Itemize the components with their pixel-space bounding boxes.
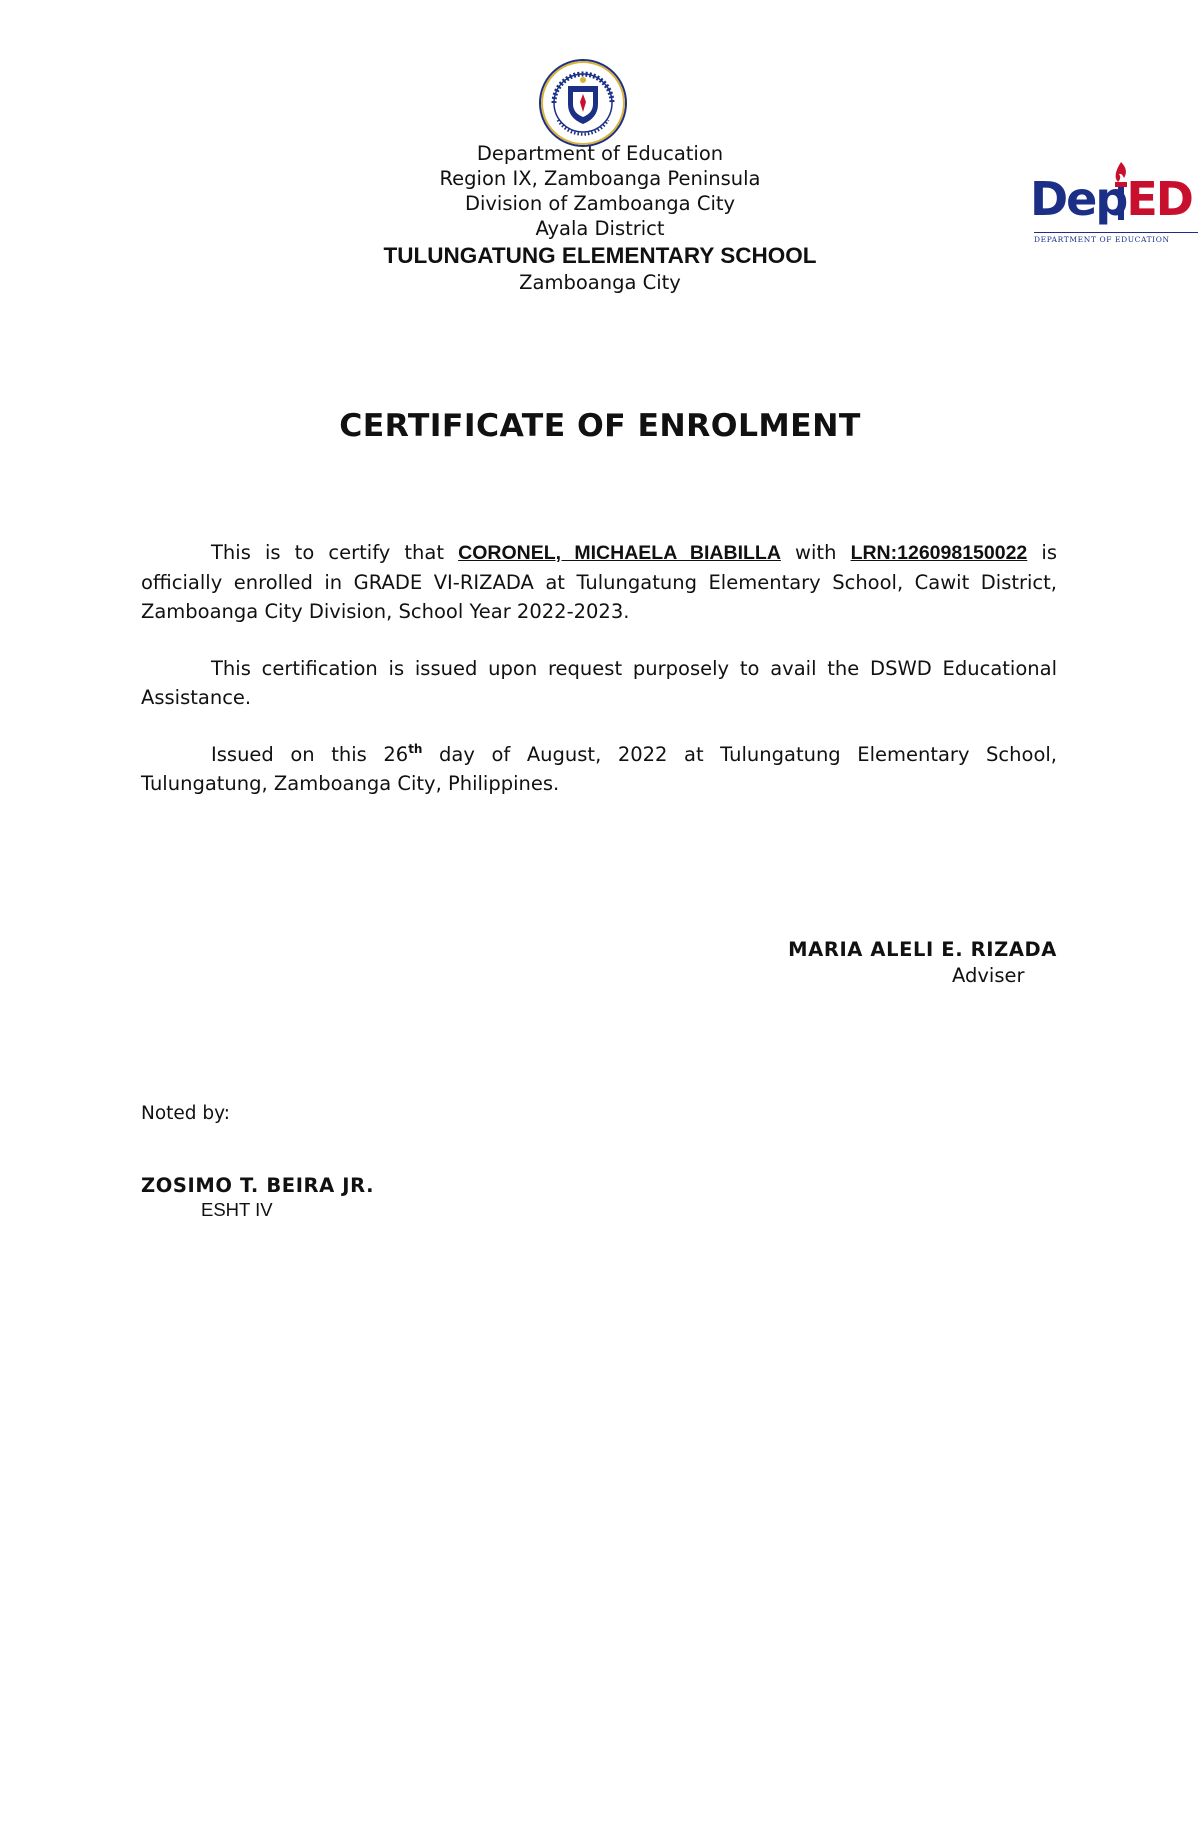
day-suffix: th — [408, 742, 423, 756]
principal-position: ESHT IV — [201, 1199, 273, 1220]
student-lrn: LRN:126098150022 — [850, 542, 1028, 564]
paragraph-text: day of August, 2022 at Tulungatung Elementary School, Tulungatung, Zamboanga City, Philippines. — [141, 743, 1057, 795]
deped-tagline: DEPARTMENT OF EDUCATION — [1034, 232, 1198, 244]
certification-paragraph — [141, 538, 1057, 626]
issuance-paragraph — [141, 740, 1057, 798]
purpose-paragraph — [141, 654, 1057, 712]
header-district: Ayala District — [535, 217, 665, 240]
deped-seal-icon — [538, 58, 628, 148]
deped-logo-icon — [1030, 160, 1198, 246]
header-division: Division of Zamboanga City — [464, 192, 736, 215]
paragraph-text: Issued on this 26 — [211, 743, 409, 766]
header-department: Department of Education — [476, 142, 724, 165]
adviser-position: Adviser — [952, 964, 1025, 987]
letterhead — [300, 141, 900, 295]
student-name: CORONEL, MICHAELA BIABILLA — [458, 542, 781, 564]
noted-by-label: Noted by: — [141, 1103, 230, 1124]
header-city: Zamboanga City — [519, 271, 681, 294]
paragraph-text: is officially enrolled in GRADE VI-RIZADA at Tulungatung Elementary School, Cawit District, Zamboanga City Division, School Year 2022-2023. — [141, 541, 1057, 623]
header-region: Region IX, Zamboanga Peninsula — [439, 167, 761, 190]
header-school-name: TULUNGATUNG ELEMENTARY SCHOOL — [383, 243, 817, 268]
document-title: CERTIFICATE OF ENROLMENT — [339, 408, 861, 444]
deped-wordmark: DepED — [1030, 172, 1192, 226]
paragraph-text: with — [780, 541, 851, 564]
paragraph-text: This is to certify that — [211, 541, 459, 564]
paragraph-text: This certification is issued upon request purposely to avail the DSWD Educational Assistance. — [141, 657, 1057, 709]
adviser-name: MARIA ALELI E. RIZADA — [788, 938, 1057, 961]
principal-name: ZOSIMO T. BEIRA JR. — [141, 1174, 375, 1197]
